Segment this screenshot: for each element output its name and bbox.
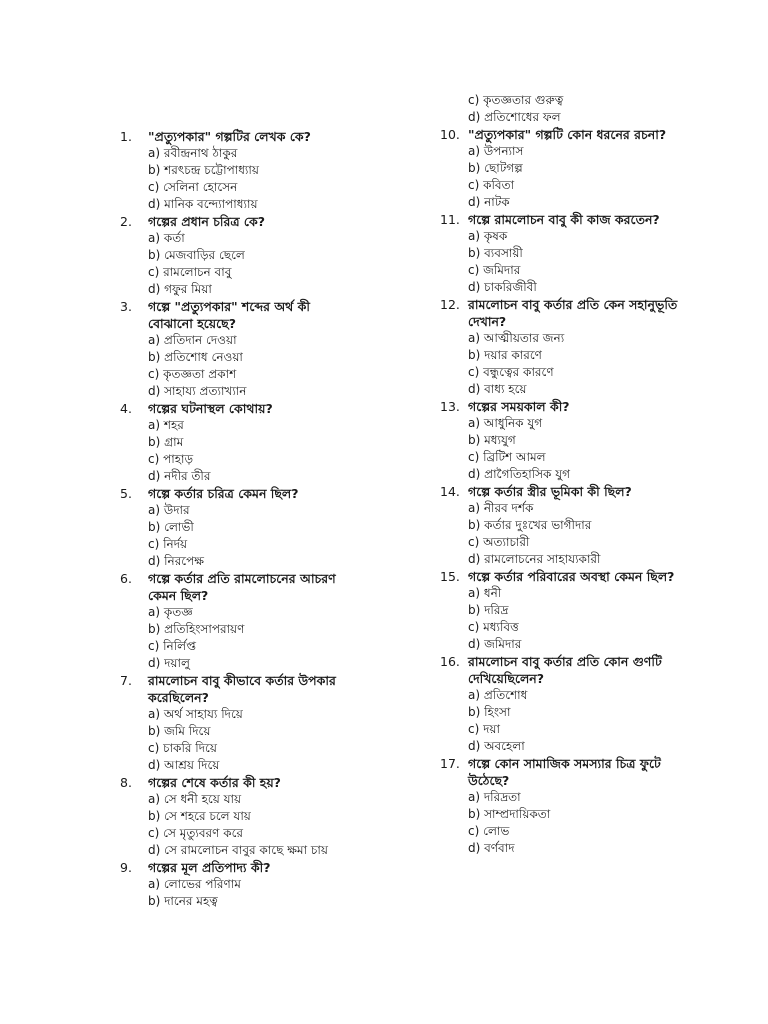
options-list [120, 230, 350, 298]
answer-option: a) ধনী [468, 586, 502, 600]
answer-option: d) সে রামলোচন বাবুর কাছে ক্ষমা চায় [148, 843, 328, 857]
right-questions [440, 126, 680, 857]
answer-option: b) ছোটগল্প [468, 161, 523, 175]
answer-option: b) লোভী [148, 520, 194, 534]
question-item [120, 774, 350, 859]
answer-option: d) রামলোচনের সাহায্যকারী [468, 552, 601, 566]
options-list [120, 145, 350, 213]
options-list [120, 604, 350, 672]
answer-option: c) দয়া [468, 722, 500, 736]
answer-option: b) দরিদ্র [468, 603, 509, 617]
answer-option: b) শরৎচন্দ্র চট্টোপাধ্যায় [148, 163, 259, 177]
answer-option: c) মধ্যবিত্ত [468, 620, 519, 634]
options-list [120, 417, 350, 485]
question-item [120, 128, 350, 213]
question-text: "প্রত্যুপকার" গল্পটি কোন ধরনের রচনা? [468, 127, 667, 142]
question-heading [440, 653, 680, 687]
question-number: 16. [440, 654, 460, 669]
options-list [440, 500, 680, 568]
answer-option: b) মেজবাড়ির ছেলে [148, 248, 245, 262]
question-text: গল্পে কর্তার স্ত্রীর ভূমিকা কী ছিল? [468, 484, 632, 499]
options-list [440, 228, 680, 296]
question-text: গল্পের মূল প্রতিপাদ্য কী? [148, 860, 271, 875]
answer-option: b) জমি দিয়ে [148, 724, 211, 738]
answer-option: c) সে মৃত্যুবরণ করে [148, 826, 244, 840]
question-item [120, 213, 350, 298]
answer-option: b) প্রতিহিংসাপরায়ণ [148, 622, 245, 636]
question-text: রামলোচন বাবু কর্তার প্রতি কেন সহানুভূতি দেখান? [468, 297, 678, 329]
options-list [440, 789, 680, 857]
options-list [440, 687, 680, 755]
question-heading [120, 400, 350, 417]
answer-option: c) বন্ধুত্বের কারণে [468, 365, 554, 379]
question-number: 2. [120, 214, 132, 229]
answer-option: d) নিরপেক্ষ [148, 554, 204, 568]
answer-option: b) দানের মহত্ব [148, 894, 218, 908]
answer-option: c) সেলিনা হোসেন [148, 180, 238, 194]
question-item [440, 126, 680, 211]
question-heading [440, 398, 680, 415]
question-item [120, 400, 350, 485]
options-list [440, 330, 680, 398]
options-list [120, 332, 350, 400]
question-number: 7. [120, 673, 132, 688]
question-item [440, 211, 680, 296]
answer-option: d) বর্ণবাদ [468, 841, 515, 855]
question-heading [440, 483, 680, 500]
answer-option: a) দরিদ্রতা [468, 790, 521, 804]
answer-option: c) চাকরি দিয়ে [148, 741, 217, 755]
question-item [440, 755, 680, 857]
question-number: 3. [120, 299, 132, 314]
answer-option: a) শহর [148, 418, 184, 432]
answer-option: c) জমিদার [468, 263, 521, 277]
question-text: গল্পে রামলোচন বাবু কী কাজ করতেন? [468, 212, 660, 227]
answer-option: c) নির্দয় [148, 537, 188, 551]
answer-option: b) প্রতিশোধ নেওয়া [148, 350, 243, 364]
answer-option: d) নাটক [468, 195, 510, 209]
question-number: 5. [120, 486, 132, 501]
question-number: 6. [120, 571, 132, 586]
options-list [120, 706, 350, 774]
answer-option: a) কৃতজ্ঞ [148, 605, 193, 619]
question-text: "প্রত্যুপকার" গল্পটির লেখক কে? [148, 129, 311, 144]
question-item [440, 398, 680, 483]
left-question-column [120, 128, 350, 910]
answer-option: c) ব্রিটিশ আমল [468, 450, 546, 464]
question-heading [120, 859, 350, 876]
question-item [440, 296, 680, 398]
question-item [120, 485, 350, 570]
answer-option: c) কৃতজ্ঞতা প্রকাশ [148, 367, 237, 381]
answer-option: a) অর্থ সাহায্য দিয়ে [148, 707, 243, 721]
answer-option: c) নির্লিপ্ত [148, 639, 196, 653]
question-heading [120, 128, 350, 145]
answer-option: d) গফুর মিয়া [148, 282, 212, 296]
answer-option: d) আশ্রয় দিয়ে [148, 758, 220, 772]
answer-option: b) সে শহরে চলে যায় [148, 809, 251, 823]
question-number: 14. [440, 484, 460, 499]
question-heading [440, 568, 680, 585]
answer-option: a) নীরব দর্শক [468, 501, 534, 515]
question-heading [440, 755, 680, 789]
question-heading [120, 213, 350, 230]
answer-option: c) কবিতা [468, 178, 515, 192]
answer-option: d) অবহেলা [468, 739, 525, 753]
options-list [440, 415, 680, 483]
answer-option: b) সাম্প্রদায়িকতা [468, 807, 551, 821]
answer-option: d) মানিক বন্দ্যোপাধ্যায় [148, 197, 258, 211]
question-number: 9. [120, 860, 132, 875]
right-question-column [440, 92, 680, 857]
question-heading [120, 774, 350, 791]
question-text: গল্পের সময়কাল কী? [468, 399, 570, 414]
question-heading [440, 211, 680, 228]
question-text: গল্পের শেষে কর্তার কী হয়? [148, 775, 281, 790]
question-heading [120, 570, 350, 604]
question-heading [120, 485, 350, 502]
answer-option: a) উপন্যাস [468, 144, 524, 158]
answer-option: d) প্রাগৈতিহাসিক যুগ [468, 467, 571, 481]
answer-option: b) মধ্যযুগ [468, 433, 516, 447]
answer-option: c) রামলোচন বাবু [148, 265, 232, 279]
question-number: 10. [440, 127, 460, 142]
answer-option: d) বাধ্য হয়ে [468, 382, 527, 396]
answer-option: d) চাকরিজীবী [468, 280, 537, 294]
question-text: রামলোচন বাবু কর্তার প্রতি কোন গুণটি দেখিয়েছিলেন? [468, 654, 662, 686]
question-number: 8. [120, 775, 132, 790]
question-heading [440, 126, 680, 143]
question-heading [120, 672, 350, 706]
answer-option: d) দয়ালু [148, 656, 190, 670]
answer-option: b) ব্যবসায়ী [468, 246, 523, 260]
answer-option: d) প্রতিশোধের ফল [468, 110, 561, 124]
question-heading [120, 298, 350, 332]
question-item [120, 298, 350, 400]
continued-options-list [440, 92, 680, 126]
question-text: গল্পের প্রধান চরিত্র কে? [148, 214, 265, 229]
answer-option: d) জমিদার [468, 637, 522, 651]
question-text: গল্পে কর্তার চরিত্র কেমন ছিল? [148, 486, 299, 501]
answer-option: d) নদীর তীর [148, 469, 211, 483]
answer-option: c) পাহাড় [148, 452, 194, 466]
answer-option: c) অত্যাচারী [468, 535, 530, 549]
question-item [440, 483, 680, 568]
question-item [120, 570, 350, 672]
question-number: 13. [440, 399, 460, 414]
answer-option: c) লোভ [468, 824, 510, 838]
answer-option: a) উদার [148, 503, 190, 517]
question-number: 17. [440, 756, 460, 771]
options-list [440, 585, 680, 653]
question-item [440, 568, 680, 653]
answer-option: c) কৃতজ্ঞতার গুরুত্ব [468, 93, 564, 107]
question-item [120, 859, 350, 910]
answer-option: a) প্রতিদান দেওয়া [148, 333, 237, 347]
question-text: গল্পের ঘটনাস্থল কোথায়? [148, 401, 273, 416]
answer-option: a) সে ধনী হয়ে যায় [148, 792, 242, 806]
question-number: 1. [120, 129, 132, 144]
answer-option: a) কর্তা [148, 231, 185, 245]
question-heading [440, 296, 680, 330]
question-text: গল্পে কর্তার প্রতি রামলোচনের আচরণ কেমন ছিল? [148, 571, 336, 603]
answer-option: b) গ্রাম [148, 435, 184, 449]
question-number: 12. [440, 297, 460, 312]
question-item [440, 653, 680, 755]
answer-option: a) আধুনিক যুগ [468, 416, 543, 430]
question-item [120, 672, 350, 774]
answer-option: a) আত্মীয়তার জন্য [468, 331, 565, 345]
question-text: গল্পে কোন সামাজিক সমস্যার চিত্র ফুটে উঠেছে? [468, 756, 661, 788]
options-list [440, 143, 680, 211]
options-list [120, 876, 350, 910]
answer-option: b) হিংসা [468, 705, 511, 719]
answer-option: a) রবীন্দ্রনাথ ঠাকুর [148, 146, 238, 160]
answer-option: a) লোভের পরিণাম [148, 877, 241, 891]
answer-option: a) প্রতিশোধ [468, 688, 528, 702]
question-number: 11. [440, 212, 460, 227]
question-number: 15. [440, 569, 460, 584]
question-text: রামলোচন বাবু কীভাবে কর্তার উপকার করেছিলেন? [148, 673, 336, 705]
options-list [120, 791, 350, 859]
answer-option: b) কর্তার দুঃখের ভাগীদার [468, 518, 592, 532]
question-number: 4. [120, 401, 132, 416]
options-list [120, 502, 350, 570]
answer-option: b) দয়ার কারণে [468, 348, 542, 362]
answer-option: d) সাহায্য প্রত্যাখ্যান [148, 384, 247, 398]
question-text: গল্পে কর্তার পরিবারের অবস্থা কেমন ছিল? [468, 569, 675, 584]
answer-option: a) কৃষক [468, 229, 508, 243]
question-text: গল্পে "প্রত্যুপকার" শব্দের অর্থ কী বোঝানো হয়েছে? [148, 299, 310, 331]
